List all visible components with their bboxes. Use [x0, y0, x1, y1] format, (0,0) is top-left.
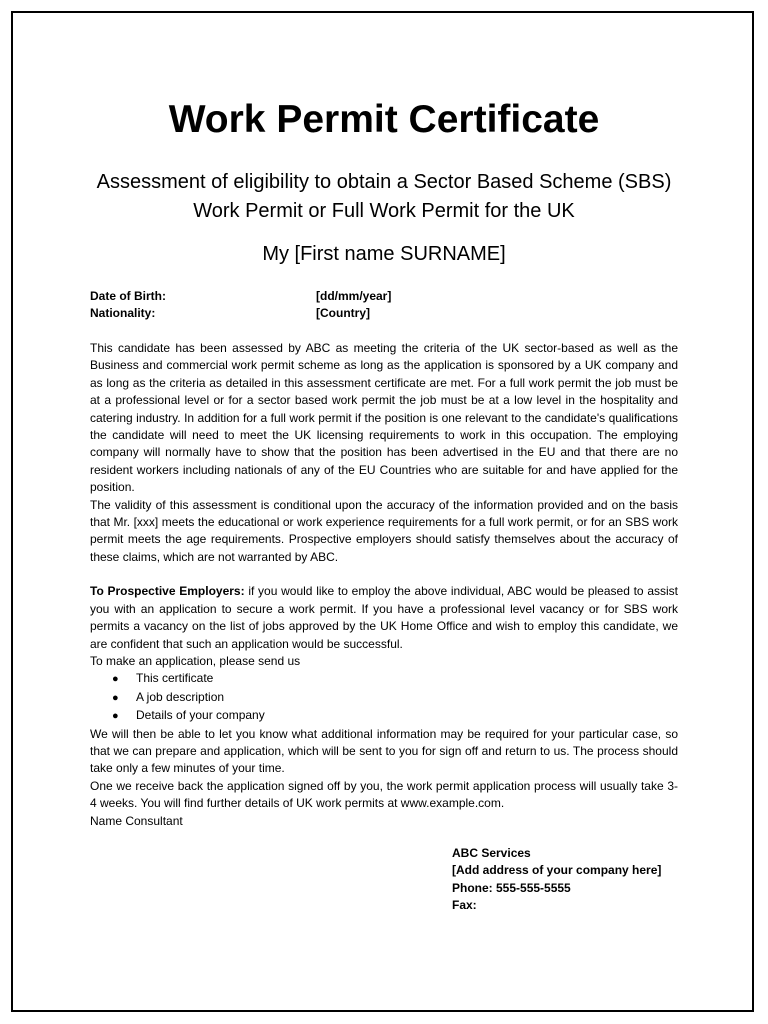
list-item — [112, 689, 678, 707]
list-item-text: Details of your company — [136, 708, 265, 723]
company-phone: Phone: 555-555-5555 — [452, 880, 571, 895]
list-item-text: This certificate — [136, 671, 214, 686]
bullet-icon: ● — [112, 710, 119, 723]
list-item — [112, 670, 678, 688]
dob-value: [dd/mm/year] — [316, 289, 392, 303]
bullet-icon: ● — [112, 673, 119, 686]
document-title: Work Permit Certificate — [168, 98, 600, 141]
dob-label: Date of Birth: — [90, 289, 166, 303]
document-subtitle — [60, 168, 708, 226]
validity-paragraph: The validity of this assessment is conditional upon the accuracy of the information provided and on the basis that Mr. [xxx] meets the educational or work experience requirements for a full work permit, or for an SBS work permit meets the age requirements. Prospective employers should satisfy themselves about the accuracy of these claims, which are not warranted by ABC. — [90, 497, 678, 564]
list-item — [112, 707, 678, 725]
bullet-icon: ● — [112, 691, 119, 704]
next-steps-paragraph: We will then be able to let you know what additional information may be required for your particular case, so that we can prepare and application, which will be sent to you for sign off and return to us. The process should take only a few minutes of your time. — [90, 726, 678, 776]
subtitle-line-1: Assessment of eligibility to obtain a Sector Based Scheme (SBS) — [96, 171, 672, 193]
detail-row-nationality — [90, 305, 690, 322]
assessment-paragraph: This candidate has been assessed by ABC as meeting the criteria of the UK sector-based as well as the Business and commercial work permit scheme as long as the application is sponsored by a UK company and as long as the criteria as detailed in this assessment certificate are met. For a full work permit the job must be at a professional level or for a sector based work permit the job must be at a low level in the hospitality and catering industry. In addition for a full work permit if the position is one relevant to the candidate's qualifications the candidate will need to meet the UK licensing requirements to work in this occupation. The employing company will normally have to show that the position has been advertised in the EU and that there are no resident workers including nationals of any of the EU Countries who are suitable for and have applied for the position. — [90, 341, 678, 495]
paragraph-spacer — [90, 566, 678, 583]
company-signoff — [452, 845, 732, 915]
candidate-details — [90, 288, 690, 322]
certificate-body — [90, 340, 678, 830]
company-fax: Fax: — [452, 898, 477, 913]
employers-text: if you would like to employ the above individual, ABC would be pleased to assist you with an application to secure a work permit. If you have a professional level vacancy or for SBS work permits a vacancy on the list of jobs approved by the UK Home Office and wish to employ this candidate, we are confident that such an application would be successful. — [90, 584, 678, 651]
subtitle-line-2: Work Permit or Full Work Permit for the UK — [193, 200, 575, 222]
nationality-value: [Country] — [316, 306, 370, 320]
employers-paragraph — [90, 583, 678, 653]
timeline-paragraph: One we receive back the application signed off by you, the work permit application process will usually take 3-4 weeks. You will find further details of UK work permits at www.example.com. — [90, 778, 678, 811]
consultant-name: Name Consultant — [90, 813, 183, 828]
company-address: [Add address of your company here] — [452, 863, 662, 878]
nationality-label: Nationality: — [90, 306, 156, 320]
send-intro: To make an application, please send us — [90, 653, 301, 668]
detail-row-dob — [90, 288, 690, 305]
employers-label: To Prospective Employers: — [90, 584, 245, 599]
candidate-name: My [First name SURNAME] — [262, 243, 506, 265]
required-documents-list — [90, 670, 678, 725]
company-name: ABC Services — [452, 846, 531, 860]
list-item-text: A job description — [136, 689, 225, 704]
